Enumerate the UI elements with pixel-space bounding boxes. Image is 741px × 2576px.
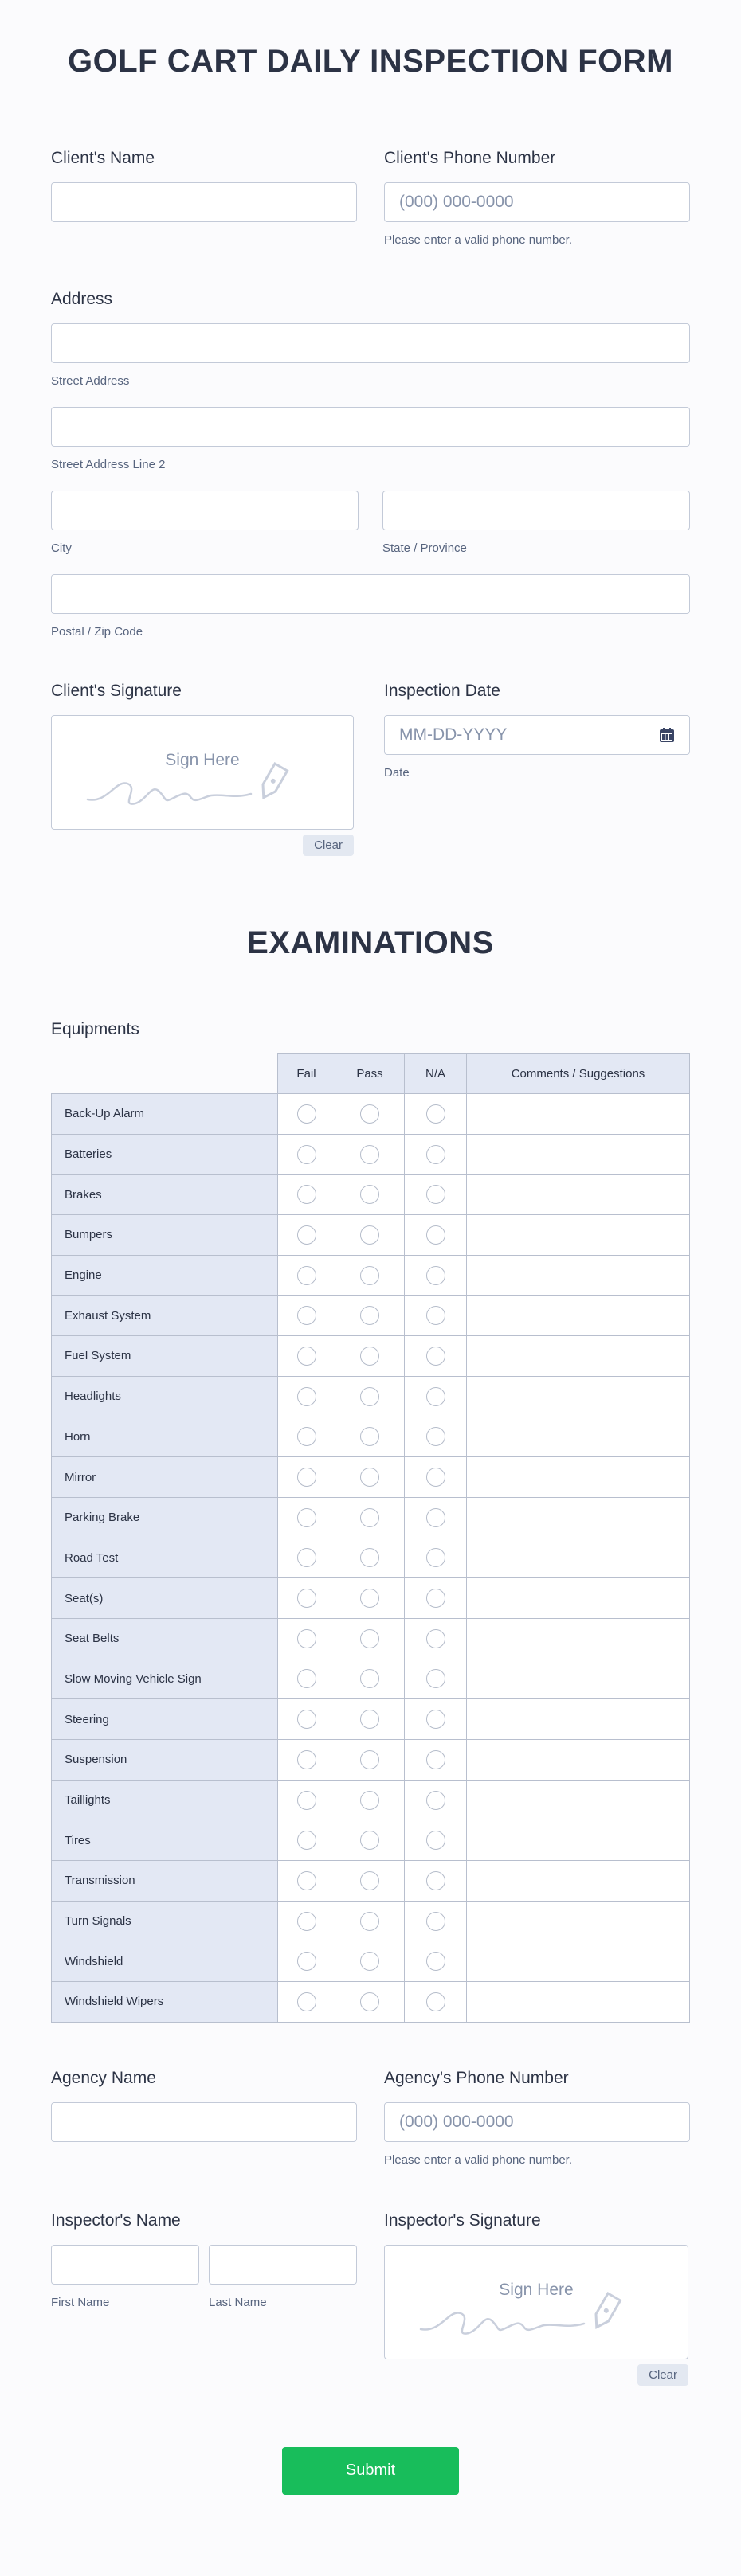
radio-pass[interactable] [360, 1952, 379, 1971]
radio-na[interactable] [426, 1104, 445, 1124]
city-sublabel: City [51, 541, 72, 555]
first-name-input[interactable] [51, 2245, 199, 2285]
inspection-date-label: Inspection Date [384, 682, 500, 700]
radio-cell-pass [335, 1175, 405, 1215]
radio-na[interactable] [426, 1548, 445, 1567]
radio-pass[interactable] [360, 1468, 379, 1487]
table-row [52, 1982, 690, 2023]
table-row [52, 1901, 690, 1941]
radio-cell-fail [278, 1578, 335, 1619]
radio-cell-pass [335, 1659, 405, 1699]
radio-fail[interactable] [297, 1831, 316, 1850]
postal-input[interactable] [51, 574, 690, 614]
radio-fail[interactable] [297, 1952, 316, 1971]
submit-area [0, 2418, 741, 2495]
radio-cell-pass [335, 1336, 405, 1377]
row-label: Fuel System [52, 1336, 278, 1377]
signature-scribble-icon [84, 748, 323, 811]
radio-na[interactable] [426, 1831, 445, 1850]
radio-pass[interactable] [360, 1548, 379, 1567]
radio-fail[interactable] [297, 1508, 316, 1527]
radio-fail[interactable] [297, 1185, 316, 1204]
examinations-title: EXAMINATIONS [247, 925, 494, 960]
radio-pass[interactable] [360, 1508, 379, 1527]
comment-input[interactable] [467, 1094, 690, 1135]
radio-cell-fail [278, 1134, 335, 1175]
radio-cell-pass [335, 1941, 405, 1982]
row-label: Slow Moving Vehicle Sign [52, 1659, 278, 1699]
table-row [52, 1336, 690, 1377]
row-label: Turn Signals [52, 1901, 278, 1941]
table-row [52, 1941, 690, 1982]
row-label: Exhaust System [52, 1296, 278, 1336]
radio-pass[interactable] [360, 1791, 379, 1810]
row-label: Transmission [52, 1861, 278, 1902]
row-label: Seat Belts [52, 1618, 278, 1659]
table-row [52, 1659, 690, 1699]
radio-fail[interactable] [297, 1145, 316, 1164]
radio-cell-fail [278, 1901, 335, 1941]
comment-input[interactable] [467, 1175, 690, 1215]
radio-na[interactable] [426, 1266, 445, 1285]
table-row [52, 1457, 690, 1498]
agency-phone-input[interactable]: (000) 000-0000 [384, 2102, 690, 2142]
table-row [52, 1094, 690, 1135]
radio-pass[interactable] [360, 1306, 379, 1325]
radio-fail[interactable] [297, 1387, 316, 1406]
radio-cell-pass [335, 1740, 405, 1781]
radio-cell-pass [335, 1094, 405, 1135]
radio-cell-fail [278, 1618, 335, 1659]
radio-cell-na [405, 1255, 467, 1296]
radio-cell-fail [278, 1780, 335, 1820]
table-row [52, 1820, 690, 1861]
row-label: Horn [52, 1417, 278, 1457]
row-label: Windshield Wipers [52, 1982, 278, 2023]
radio-na[interactable] [426, 1992, 445, 2011]
radio-cell-pass [335, 1417, 405, 1457]
radio-cell-na [405, 1740, 467, 1781]
table-row [52, 1740, 690, 1781]
radio-cell-na [405, 1175, 467, 1215]
client-phone-hint: Please enter a valid phone number. [384, 233, 572, 247]
table-row [52, 1699, 690, 1740]
radio-cell-na [405, 1659, 467, 1699]
radio-na[interactable] [426, 1185, 445, 1204]
col-pass: Pass [335, 1054, 405, 1094]
inspection-date-input[interactable] [384, 715, 690, 755]
date-sublabel: Date [384, 766, 410, 780]
radio-cell-pass [335, 1255, 405, 1296]
agency-name-input[interactable] [51, 2102, 357, 2142]
radio-pass[interactable] [360, 1992, 379, 2011]
radio-pass[interactable] [360, 1912, 379, 1931]
agency-name-label: Agency Name [51, 2068, 156, 2087]
radio-fail[interactable] [297, 1104, 316, 1124]
page-title: GOLF CART DAILY INSPECTION FORM [68, 43, 673, 79]
table-row [52, 1296, 690, 1336]
comment-input[interactable] [467, 1618, 690, 1659]
radio-fail[interactable] [297, 1589, 316, 1608]
table-row [52, 1780, 690, 1820]
radio-cell-fail [278, 1376, 335, 1417]
sign-here-text: Sign Here [165, 751, 240, 769]
clear-inspector-signature-button[interactable]: Clear [637, 2364, 688, 2386]
radio-na[interactable] [426, 1145, 445, 1164]
inspector-signature-pad[interactable] [384, 2245, 688, 2359]
row-label: Parking Brake [52, 1497, 278, 1538]
comment-input[interactable] [467, 1820, 690, 1861]
radio-pass[interactable] [360, 1347, 379, 1366]
street-address-input[interactable] [51, 323, 690, 363]
radio-cell-fail [278, 1296, 335, 1336]
comment-input[interactable] [467, 1497, 690, 1538]
radio-pass[interactable] [360, 1104, 379, 1124]
equipments-label: Equipments [51, 1020, 139, 1038]
comment-input[interactable] [467, 1134, 690, 1175]
radio-cell-pass [335, 1376, 405, 1417]
radio-na[interactable] [426, 1710, 445, 1729]
radio-na[interactable] [426, 1871, 445, 1890]
radio-pass[interactable] [360, 1629, 379, 1648]
radio-na[interactable] [426, 1791, 445, 1810]
radio-cell-fail [278, 1255, 335, 1296]
radio-pass[interactable] [360, 1185, 379, 1204]
radio-fail[interactable] [297, 1427, 316, 1446]
row-label: Taillights [52, 1780, 278, 1820]
radio-fail[interactable] [297, 1225, 316, 1245]
radio-cell-na [405, 1538, 467, 1578]
radio-cell-fail [278, 1215, 335, 1256]
state-sublabel: State / Province [382, 541, 467, 555]
city-input[interactable] [51, 491, 359, 530]
radio-fail[interactable] [297, 1912, 316, 1931]
row-label: Suspension [52, 1740, 278, 1781]
radio-cell-pass [335, 1618, 405, 1659]
row-label: Seat(s) [52, 1578, 278, 1619]
table-row [52, 1497, 690, 1538]
last-name-sublabel: Last Name [209, 2295, 267, 2309]
radio-cell-na [405, 1336, 467, 1377]
comment-input[interactable] [467, 1578, 690, 1619]
radio-na[interactable] [426, 1225, 445, 1245]
submit-button[interactable]: Submit [282, 2447, 459, 2495]
comment-input[interactable] [467, 1740, 690, 1781]
comment-input[interactable] [467, 1699, 690, 1740]
radio-cell-pass [335, 1820, 405, 1861]
radio-cell-fail [278, 1417, 335, 1457]
examinations-header [0, 888, 741, 999]
radio-cell-pass [335, 1982, 405, 2023]
radio-pass[interactable] [360, 1225, 379, 1245]
row-label: Windshield [52, 1941, 278, 1982]
radio-cell-na [405, 1941, 467, 1982]
street-address-2-sublabel: Street Address Line 2 [51, 458, 166, 471]
radio-cell-fail [278, 1659, 335, 1699]
table-row [52, 1538, 690, 1578]
radio-cell-na [405, 1134, 467, 1175]
radio-cell-na [405, 1296, 467, 1336]
table-row [52, 1618, 690, 1659]
radio-fail[interactable] [297, 1266, 316, 1285]
row-label: Tires [52, 1820, 278, 1861]
radio-fail[interactable] [297, 1710, 316, 1729]
matrix-header-row [52, 1054, 690, 1094]
table-row [52, 1417, 690, 1457]
radio-cell-pass [335, 1901, 405, 1941]
signature-scribble-icon [417, 2277, 656, 2341]
radio-pass[interactable] [360, 1387, 379, 1406]
radio-cell-fail [278, 1861, 335, 1902]
clear-signature-button[interactable]: Clear [303, 835, 354, 856]
table-row [52, 1255, 690, 1296]
row-label: Batteries [52, 1134, 278, 1175]
comment-input[interactable] [467, 1901, 690, 1941]
radio-na[interactable] [426, 1427, 445, 1446]
radio-cell-fail [278, 1457, 335, 1498]
table-row [52, 1861, 690, 1902]
radio-cell-pass [335, 1699, 405, 1740]
radio-fail[interactable] [297, 1347, 316, 1366]
comment-input[interactable] [467, 1941, 690, 1982]
radio-pass[interactable] [360, 1669, 379, 1688]
comment-input[interactable] [467, 1457, 690, 1498]
radio-pass[interactable] [360, 1871, 379, 1890]
radio-cell-pass [335, 1296, 405, 1336]
radio-cell-pass [335, 1780, 405, 1820]
radio-fail[interactable] [297, 1468, 316, 1487]
radio-cell-na [405, 1618, 467, 1659]
radio-pass[interactable] [360, 1589, 379, 1608]
address-label: Address [51, 290, 113, 308]
radio-na[interactable] [426, 1750, 445, 1769]
radio-fail[interactable] [297, 1871, 316, 1890]
comment-input[interactable] [467, 1336, 690, 1377]
row-label: Mirror [52, 1457, 278, 1498]
radio-cell-na [405, 1982, 467, 2023]
radio-na[interactable] [426, 1468, 445, 1487]
radio-na[interactable] [426, 1669, 445, 1688]
radio-cell-fail [278, 1941, 335, 1982]
comment-input[interactable] [467, 1417, 690, 1457]
radio-cell-pass [335, 1538, 405, 1578]
comment-input[interactable] [467, 1659, 690, 1699]
row-label: Engine [52, 1255, 278, 1296]
comment-input[interactable] [467, 1215, 690, 1256]
radio-fail[interactable] [297, 1548, 316, 1567]
date-placeholder: MM-DD-YYYY [399, 725, 508, 744]
radio-cell-na [405, 1376, 467, 1417]
radio-fail[interactable] [297, 1791, 316, 1810]
comment-input[interactable] [467, 1538, 690, 1578]
radio-pass[interactable] [360, 1427, 379, 1446]
col-comments: Comments / Suggestions [467, 1054, 690, 1094]
radio-cell-na [405, 1901, 467, 1941]
radio-cell-pass [335, 1457, 405, 1498]
row-label: Headlights [52, 1376, 278, 1417]
agency-phone-hint: Please enter a valid phone number. [384, 2152, 572, 2167]
radio-fail[interactable] [297, 1669, 316, 1688]
radio-fail[interactable] [297, 1306, 316, 1325]
radio-fail[interactable] [297, 1629, 316, 1648]
radio-cell-fail [278, 1538, 335, 1578]
radio-pass[interactable] [360, 1266, 379, 1285]
table-row [52, 1175, 690, 1215]
radio-na[interactable] [426, 1589, 445, 1608]
first-name-sublabel: First Name [51, 2295, 110, 2309]
comment-input[interactable] [467, 1255, 690, 1296]
table-row [52, 1215, 690, 1256]
radio-cell-na [405, 1497, 467, 1538]
radio-cell-fail [278, 1820, 335, 1861]
radio-na[interactable] [426, 1629, 445, 1648]
street-address-sublabel: Street Address [51, 374, 130, 388]
radio-pass[interactable] [360, 1831, 379, 1850]
radio-cell-na [405, 1215, 467, 1256]
form-header [0, 0, 741, 123]
radio-cell-fail [278, 1336, 335, 1377]
radio-cell-pass [335, 1215, 405, 1256]
inspector-name-label: Inspector's Name [51, 2211, 181, 2230]
radio-cell-fail [278, 1497, 335, 1538]
radio-cell-na [405, 1417, 467, 1457]
radio-cell-fail [278, 1740, 335, 1781]
table-row [52, 1578, 690, 1619]
radio-fail[interactable] [297, 1750, 316, 1769]
comment-input[interactable] [467, 1861, 690, 1902]
client-signature-pad[interactable] [51, 715, 354, 830]
radio-cell-na [405, 1861, 467, 1902]
state-input[interactable] [382, 491, 690, 530]
comment-input[interactable] [467, 1376, 690, 1417]
radio-pass[interactable] [360, 1750, 379, 1769]
street-address-2-input[interactable] [51, 407, 690, 447]
radio-cell-pass [335, 1497, 405, 1538]
comment-input[interactable] [467, 1780, 690, 1820]
radio-pass[interactable] [360, 1710, 379, 1729]
radio-cell-pass [335, 1861, 405, 1902]
table-row [52, 1134, 690, 1175]
client-signature-label: Client's Signature [51, 682, 182, 700]
radio-cell-fail [278, 1175, 335, 1215]
radio-cell-na [405, 1699, 467, 1740]
table-row [52, 1376, 690, 1417]
comment-input[interactable] [467, 1982, 690, 2023]
client-phone-label: Client's Phone Number [384, 149, 556, 167]
client-phone-input[interactable]: (000) 000-0000 [384, 182, 690, 222]
radio-cell-pass [335, 1134, 405, 1175]
radio-cell-na [405, 1094, 467, 1135]
client-name-label: Client's Name [51, 149, 155, 167]
radio-cell-na [405, 1578, 467, 1619]
radio-cell-fail [278, 1094, 335, 1135]
calendar-icon[interactable] [659, 727, 675, 743]
radio-na[interactable] [426, 1387, 445, 1406]
radio-pass[interactable] [360, 1145, 379, 1164]
radio-na[interactable] [426, 1306, 445, 1325]
client-name-input[interactable] [51, 182, 357, 222]
radio-cell-na [405, 1820, 467, 1861]
inspector-signature-label: Inspector's Signature [384, 2211, 541, 2230]
last-name-input[interactable] [209, 2245, 357, 2285]
equipments-matrix [51, 1053, 690, 2023]
radio-cell-na [405, 1780, 467, 1820]
postal-sublabel: Postal / Zip Code [51, 625, 143, 639]
comment-input[interactable] [467, 1296, 690, 1336]
radio-cell-na [405, 1457, 467, 1498]
row-label: Brakes [52, 1175, 278, 1215]
matrix-corner [52, 1054, 278, 1094]
radio-cell-pass [335, 1578, 405, 1619]
radio-na[interactable] [426, 1347, 445, 1366]
radio-na[interactable] [426, 1508, 445, 1527]
row-label: Road Test [52, 1538, 278, 1578]
radio-fail[interactable] [297, 1992, 316, 2011]
row-label: Back-Up Alarm [52, 1094, 278, 1135]
radio-cell-fail [278, 1982, 335, 2023]
agency-phone-label: Agency's Phone Number [384, 2068, 569, 2087]
radio-cell-fail [278, 1699, 335, 1740]
sign-here-text: Sign Here [499, 2280, 574, 2299]
row-label: Bumpers [52, 1215, 278, 1256]
col-na: N/A [405, 1054, 467, 1094]
radio-na[interactable] [426, 1912, 445, 1931]
radio-na[interactable] [426, 1952, 445, 1971]
row-label: Steering [52, 1699, 278, 1740]
col-fail: Fail [278, 1054, 335, 1094]
